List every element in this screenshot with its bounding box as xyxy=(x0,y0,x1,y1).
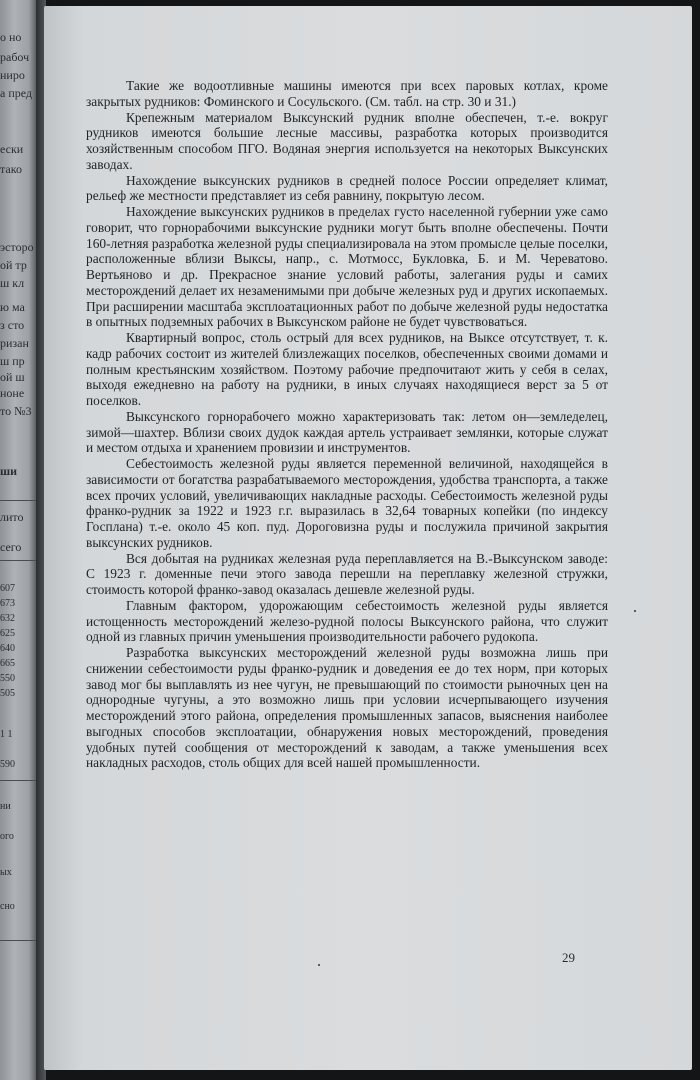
facing-page-rule xyxy=(0,500,36,501)
facing-page-text: 1 1 xyxy=(0,729,13,740)
print-speck xyxy=(318,964,320,966)
facing-page-rule xyxy=(0,940,36,941)
facing-page-text: 550 xyxy=(0,673,15,684)
facing-page-text: 665 xyxy=(0,658,15,669)
paragraph: Разработка выксунских месторождений железной руды возможна лишь при снижении себестоимости руды франко-рудник и доведения ее до тех норм, при которых завод мог бы выплавлять из нее чугун, не превышающий по стоимости рыночных цен на однородные чугуны, а это возможно лишь при условии исчерпывающего изучения месторождений этого района, определения промышленных запасов, выяснения наиболее выгодных способов эксплоатации, обнаружения новых месторождений, проведения удобных путей сообщения от месторождений к заводам, а также уменьшения всех накладных расходов, столь общих для всей нашей промышленности. xyxy=(86,645,608,771)
paragraph: Такие же водоотливные машины имеются при всех паровых котлах, кроме закрытых рудников: Фоминского и Сосульского. (См. табл. на стр. 30 и 31.) xyxy=(86,78,608,109)
facing-page-text: ого xyxy=(0,831,14,842)
paragraph: Нахождение выксунских рудников в средней полосе России определяет климат, рельеф же местности представляет из себя равнину, покрытую лесом. xyxy=(86,172,608,204)
facing-page-text: ризан xyxy=(0,336,29,350)
paragraph: Вся добытая на рудниках железная руда переплавляется на В.-Выксунском заводе: С 1923 г. доменные печи этого завода перешли на переплавку железной стружки, стоимость которой франко-завод оказалась дешевле железной руды. xyxy=(86,550,608,597)
facing-page-text: а пред xyxy=(0,86,33,100)
facing-page-text: сно xyxy=(0,901,15,912)
article-body xyxy=(86,78,608,771)
facing-page-text: 625 xyxy=(0,628,15,639)
facing-page-text: лито xyxy=(0,510,24,524)
facing-page-text: з сто xyxy=(0,318,25,332)
facing-page-text: 632 xyxy=(0,613,15,624)
facing-page-edge xyxy=(0,0,36,1080)
facing-page-text: то №3 xyxy=(0,404,32,418)
paragraph: Нахождение выксунских рудников в пределах густо населенной губернии уже само говорит, что горнорабочими выксунские рудники могут быть вполне обеспечены. Почти 160-летняя разработка железной руды специализировала на этом промысле целые поселки, расположенные вблизи Выксы, напр., с. Мотмосс, Букловка, Б. и М. Череватово. Вертьяново и др. Прекрасное знание условий работы, залегания руды и самих месторождений делает их незаменимыми при добыче железных руд и других ископаемых. При расширении масштаба эксплоатационных работ по добыче железной руды недостатка в опытных подземных рабочих в Выксунском районе не будет чувствоваться. xyxy=(86,204,608,330)
facing-page-text: ниро xyxy=(0,68,25,82)
facing-page-rule xyxy=(0,780,36,781)
facing-page-text: сего xyxy=(0,540,22,554)
paragraph: Себестоимость железной руды является переменной величиной, находящейся в зависимости от богатства разрабатываемого месторождения, удобства транспорта, а также всех прочих условий, увеличивающих накладные расходы. Себестоимость железной руды франко-рудник за 1922 и 1923 г.г. выразилась в 32,64 товарных копейки (по индексу Госплана) т.-е. около 45 коп. пуд. Дороговизна руды и послужила причиной закрытия выксунских рудников. xyxy=(86,456,608,550)
facing-page-text: ш кл xyxy=(0,276,25,290)
paragraph: Крепежным материалом Выксунский рудник вполне обеспечен, т.-е. вокруг рудников имеются большие лесные массивы, разработка которых производится хозяйственным способом ПГО. Водяная энергия используется на некоторых Выксунских заводах. xyxy=(86,109,608,172)
book-page xyxy=(44,6,692,1070)
facing-page-text: ноне xyxy=(0,386,25,400)
facing-page-text: эсторо xyxy=(0,240,34,254)
facing-page-rule xyxy=(0,560,36,561)
facing-page-text: 607 xyxy=(0,583,15,594)
facing-page-text: рабоч xyxy=(0,50,30,64)
facing-page-text: 505 xyxy=(0,688,15,699)
paragraph: Выксунского горнорабочего можно характеризовать так: летом он—земледелец, зимой—шахтер. Вблизи своих дудок каждая артель устраивает землянки, которые служат и местом отдыха и хранением провизии и инструментов. xyxy=(86,408,608,456)
page-number: 29 xyxy=(562,950,575,965)
facing-page-text: ю ма xyxy=(0,300,25,314)
facing-page-text: ой ш xyxy=(0,370,25,384)
facing-page-text: ни xyxy=(0,801,11,812)
facing-page-text: 640 xyxy=(0,643,15,654)
print-speck xyxy=(634,610,636,612)
facing-page-text: ых xyxy=(0,867,12,878)
facing-page-text: 673 xyxy=(0,598,15,609)
facing-page-text: ш пр xyxy=(0,354,25,368)
facing-page-text: тако xyxy=(0,162,22,176)
facing-page-text: ши xyxy=(0,464,18,478)
paragraph: Квартирный вопрос, столь острый для всех рудников, на Выксе отсутствует, т. к. кадр рабочих состоит из жителей близлежащих поселков, обеспеченных своими домами и полным крестьянским хозяйством. Поэтому рабочие предпочитают жить у себя в селах, выходя ежедневно на работу на рудники, в иных случаях находящиеся верст за 5 от поселков. xyxy=(86,330,608,408)
facing-page-text: о но xyxy=(0,30,22,44)
facing-page-text: ески xyxy=(0,142,24,156)
facing-page-text: ой тр xyxy=(0,258,27,272)
facing-page-text: 590 xyxy=(0,759,15,770)
paragraph: Главным фактором, удорожающим себестоимость железной руды является истощенность месторождений железо-рудной полосы Выксунского района, что служит одной из главных причин уменьшения производительности рабочего рудокопа. xyxy=(86,597,608,645)
